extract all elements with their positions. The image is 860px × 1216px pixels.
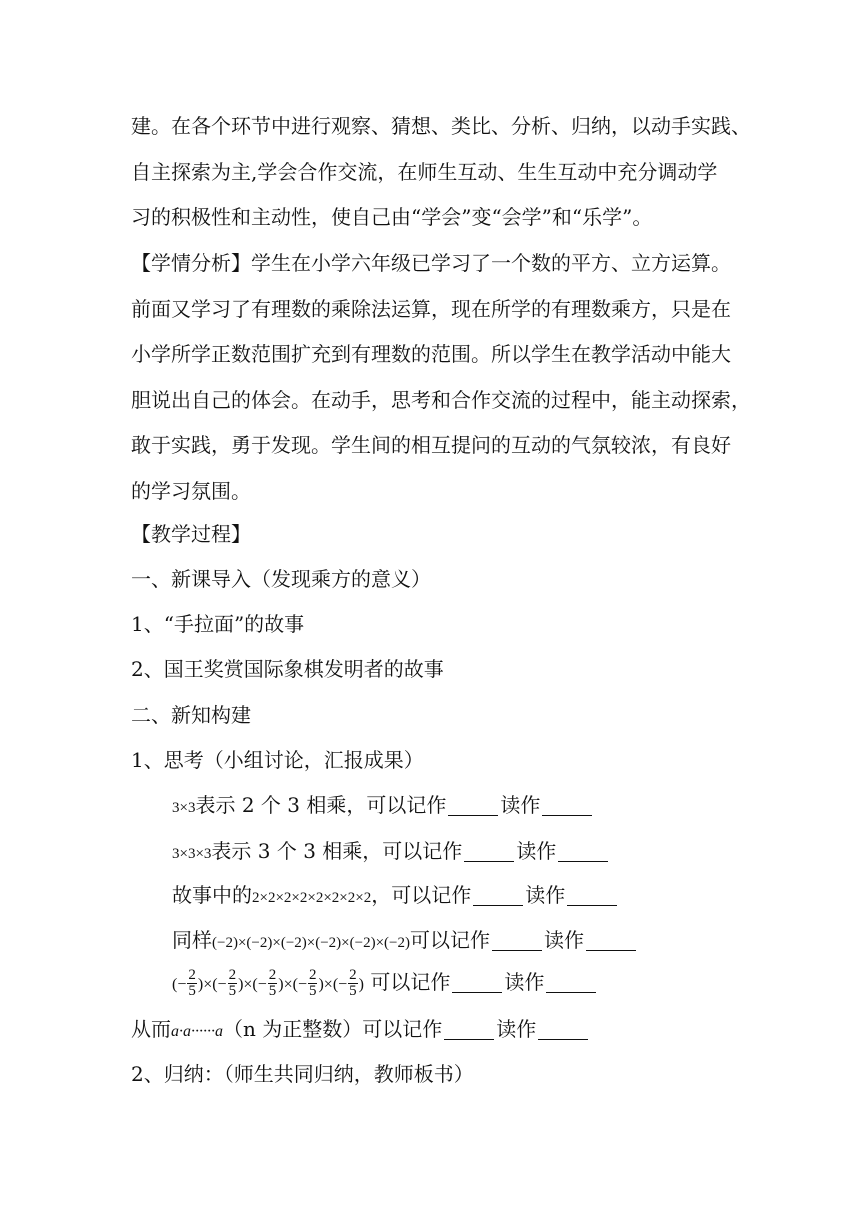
question-row [172, 836, 610, 869]
math-expression: 2×2×2×2×2×2×2×2 [252, 890, 372, 906]
learning-analysis-line: 【学情分析】学生在小学六年级已学习了一个数的平方、立方运算。 [131, 251, 731, 275]
question-prefix: 故事中的 [172, 883, 252, 907]
question-row [172, 925, 638, 958]
paragraph-line: 建。在各个环节中进行观察、猜想、类比、分析、归纳，以动手实践、 [131, 114, 751, 138]
math-expression: (−2)×(−2)×(−2)×(−2)×(−2)×(−2) [212, 935, 410, 951]
paragraph-line: 自主探索为主,学会合作交流，在师生互动、生生互动中充分调动学 [131, 160, 718, 184]
fraction: $\frac{2}{5}$ [228, 967, 237, 999]
question-prefix: 从而 [131, 1017, 171, 1041]
answer-blank[interactable] [452, 970, 502, 993]
question-text: 可以记作 [410, 928, 490, 952]
list-item: 1、“手拉面”的故事 [131, 612, 305, 636]
read-label: 读作 [500, 793, 541, 817]
math-expression: a·a······a [171, 1023, 223, 1040]
question-text: 表示 2 个 3 相乘，可以记作 [195, 793, 447, 817]
list-item: 1、思考（小组讨论，汇报成果） [131, 748, 424, 772]
paragraph-line: 小学所学正数范围扩充到有理数的范围。所以学生在教学活动中能大 [131, 342, 731, 366]
fraction: $\frac{2}{5}$ [188, 967, 196, 999]
question-row [172, 880, 619, 913]
answer-blank[interactable] [558, 839, 608, 862]
answer-blank[interactable] [444, 1017, 494, 1040]
paragraph-line: 习的积极性和主动性，使自己由“学会”变“会学”和“乐学”。 [131, 205, 653, 229]
answer-blank[interactable] [567, 883, 617, 906]
read-label: 读作 [504, 970, 545, 994]
question-text: ，可以记作 [371, 883, 472, 907]
math-expression: 3×3×3 [172, 846, 212, 862]
question-prefix: 同样 [172, 928, 212, 952]
list-item: 2、归纳：（师生共同归纳，教师板书） [131, 1062, 474, 1086]
answer-blank[interactable] [586, 928, 636, 951]
question-row [172, 790, 594, 823]
answer-blank[interactable] [464, 839, 514, 862]
math-expression: 3×3 [172, 800, 196, 816]
read-label: 读作 [525, 883, 566, 907]
fraction: $\frac{2}{5}$ [349, 967, 357, 999]
read-label: 读作 [544, 928, 584, 952]
paragraph-line: 的学习氛围。 [131, 479, 251, 503]
read-label: 读作 [496, 1017, 537, 1041]
answer-blank[interactable] [538, 1017, 588, 1040]
question-text: （n 为正整数）可以记作 [223, 1017, 443, 1041]
list-item: 2、国王奖赏国际象棋发明者的故事 [131, 657, 444, 681]
answer-blank[interactable] [473, 883, 523, 906]
paragraph-line: 胆说出自己的体会。在动手，思考和合作交流的过程中，能主动探索， [131, 388, 751, 412]
paragraph-line: 前面又学习了有理数的乘除法运算，现在所学的有理数乘方，只是在 [131, 297, 731, 321]
teaching-process-heading: 【教学过程】 [131, 522, 251, 546]
answer-blank[interactable] [542, 793, 592, 816]
question-text: 表示 3 个 3 相乘，可以记作 [211, 839, 463, 863]
section-heading: 一、新课导入（发现乘方的意义） [131, 567, 431, 591]
question-row [172, 962, 598, 1005]
answer-blank[interactable] [492, 928, 542, 951]
question-text: 可以记作 [370, 970, 451, 994]
answer-blank[interactable] [546, 970, 596, 993]
section-heading: 二、新知构建 [131, 703, 251, 727]
read-label: 读作 [516, 839, 557, 863]
question-row [131, 1014, 590, 1047]
fraction: $\frac{2}{5}$ [308, 967, 317, 999]
paragraph-line: 敢于实践，勇于发现。学生间的相互提问的互动的气氛较浓，有良好 [131, 433, 731, 457]
fraction-product: (− $\frac{2}{5}$ )×(− $\frac{2}{5}$ )×(− $\frac{2}{5}$ )×(− $\frac{2}{5}$ )×(− $\frac{2}{5}$ ) [172, 967, 364, 999]
answer-blank[interactable] [448, 793, 498, 816]
fraction: $\frac{2}{5}$ [268, 967, 277, 999]
